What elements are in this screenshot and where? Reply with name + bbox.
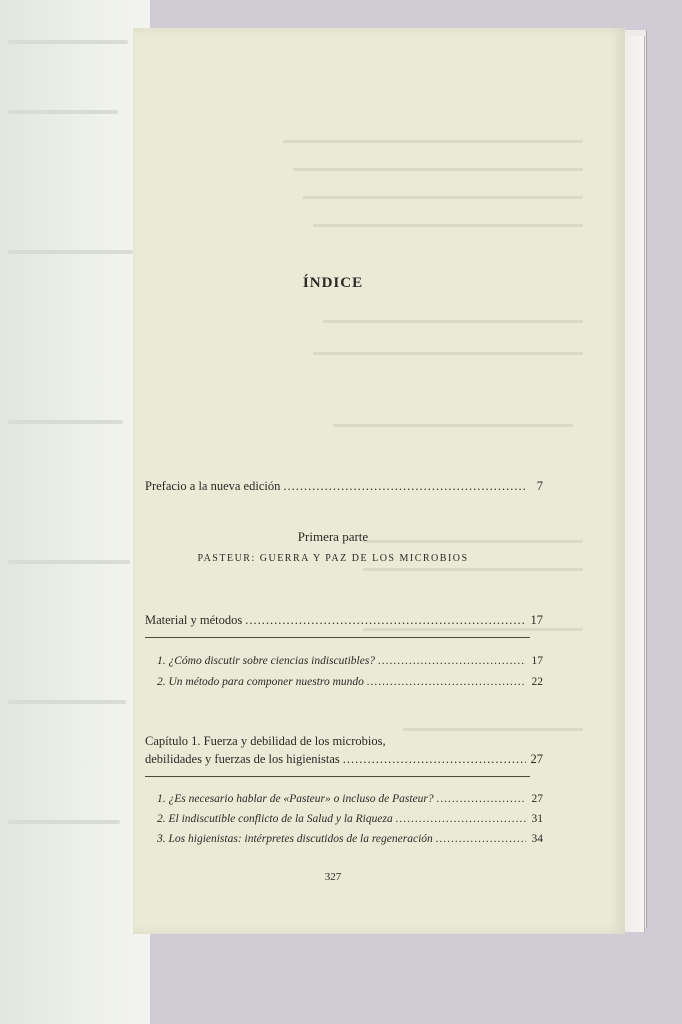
bleed-through	[313, 352, 583, 355]
leader-dots	[396, 813, 526, 825]
toc-subentry-label: 3. Los higienistas: intérpretes discutidos de la regeneración	[157, 833, 433, 845]
toc-entry-label: Prefacio a la nueva edición	[145, 479, 281, 493]
bleed-through	[323, 320, 583, 323]
leader-dots	[436, 833, 526, 845]
toc-entry	[145, 613, 543, 628]
toc-entry-label: debilidades y fuerzas de los higienistas	[145, 752, 340, 766]
facing-page-text	[8, 110, 118, 114]
leader-dots	[367, 676, 526, 688]
bleed-through	[333, 424, 573, 427]
toc-subentry-page: 31	[531, 813, 543, 825]
facing-page-text	[8, 420, 123, 424]
bleed-through	[293, 168, 583, 171]
facing-page-text	[8, 700, 126, 704]
section-rule	[145, 776, 530, 777]
toc-subentry	[157, 833, 543, 845]
page-number: 327	[324, 871, 342, 883]
bleed-through	[283, 140, 583, 143]
toc-subentry-label: 1. ¿Cómo discutir sobre ciencias indiscutibles?	[157, 655, 376, 667]
toc-subentry-label: 1. ¿Es necesario hablar de «Pasteur» o incluso de Pasteur?	[157, 793, 434, 805]
toc-entry-label: Material y métodos	[145, 613, 243, 627]
toc-subentry	[157, 793, 543, 805]
leader-dots	[245, 613, 526, 628]
book-page	[133, 28, 625, 934]
facing-page-text	[8, 820, 120, 824]
toc-entry	[145, 479, 543, 494]
leader-dots	[378, 655, 526, 667]
toc-entry	[145, 752, 543, 767]
bleed-through	[403, 728, 583, 731]
toc-subentry	[157, 813, 543, 825]
leader-dots	[343, 752, 526, 767]
bleed-through	[363, 568, 583, 571]
toc-subentry-page: 27	[531, 793, 543, 805]
facing-page-text	[8, 40, 128, 44]
toc-subentry-page: 17	[531, 655, 543, 667]
toc-subentry-label: 2. El indiscutible conflicto de la Salud y la Riqueza	[157, 813, 393, 825]
leader-dots	[437, 793, 526, 805]
toc-subentry-label: 2. Un método para componer nuestro mundo	[157, 676, 364, 688]
toc-subentry	[157, 676, 543, 688]
section-rule	[145, 637, 530, 638]
toc-subentry-page: 34	[531, 833, 543, 845]
leader-dots	[283, 479, 526, 494]
bleed-through	[363, 628, 583, 631]
toc-subentry-page: 22	[531, 676, 543, 688]
toc-subentry	[157, 655, 543, 667]
bleed-through	[303, 196, 583, 199]
part-label: Primera parte	[297, 529, 369, 544]
facing-page	[0, 0, 150, 1024]
chapter-title: Capítulo 1. Fuerza y debilidad de los microbios,	[145, 734, 386, 748]
page-title: ÍNDICE	[302, 275, 364, 291]
facing-page-text	[8, 250, 133, 254]
part-title: PASTEUR: GUERRA Y PAZ DE LOS MICROBIOS	[197, 553, 469, 564]
toc-entry-page: 27	[530, 752, 543, 766]
toc-entry-page: 7	[536, 479, 543, 493]
facing-page-text	[8, 560, 130, 564]
bleed-through	[313, 224, 583, 227]
toc-entry-page: 17	[530, 613, 543, 627]
